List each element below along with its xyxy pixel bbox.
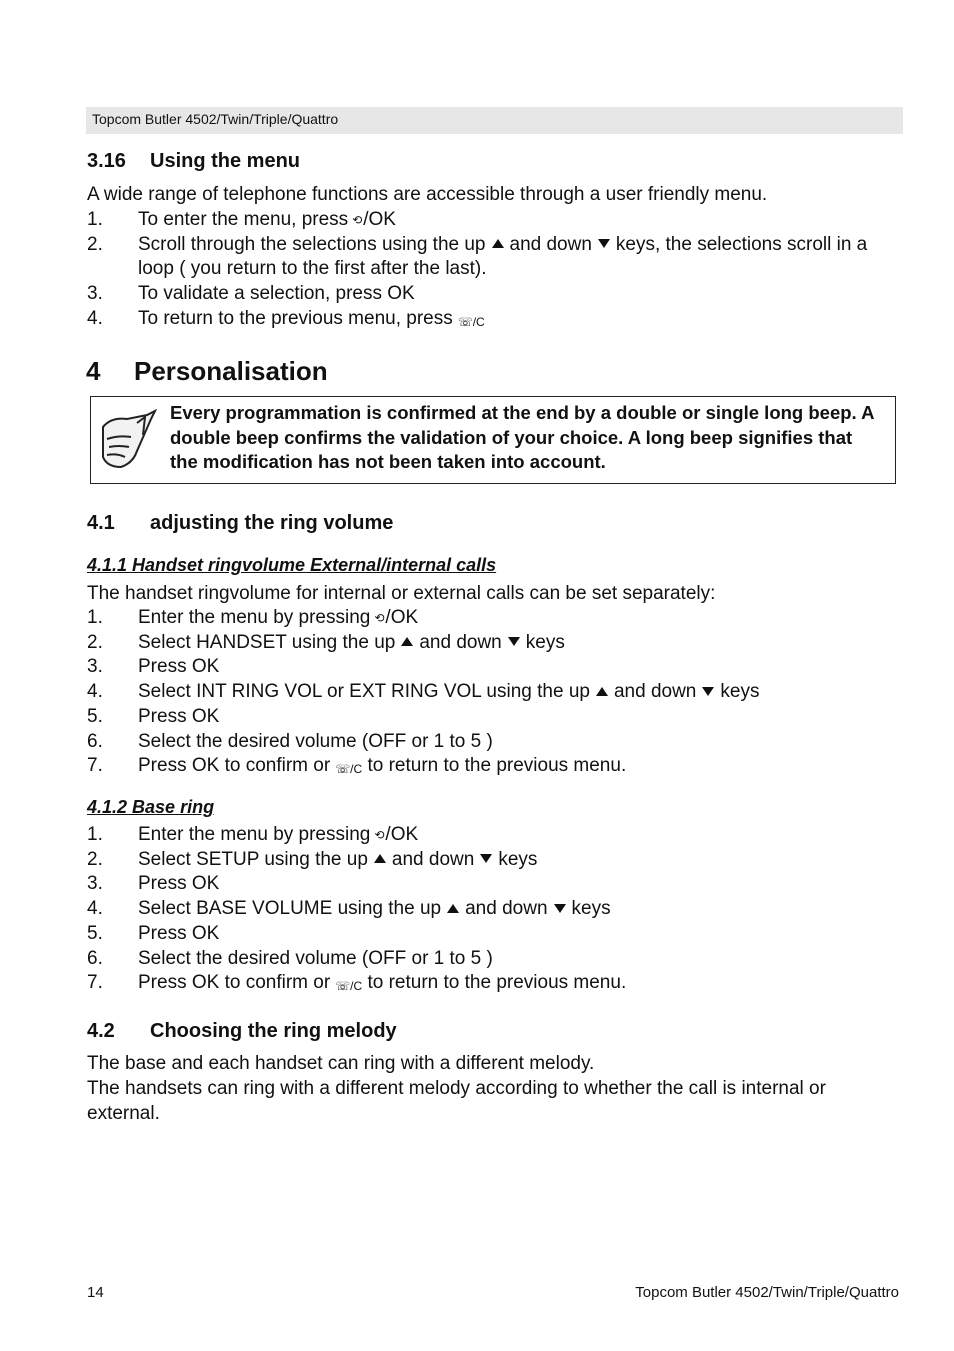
- page-number: 14: [87, 1284, 104, 1301]
- list-item: 2. Select SETUP using the up and down keys: [87, 848, 538, 870]
- subsection-heading-4-1-1: 4.1.1 Handset ringvolume External/internal calls: [87, 555, 497, 575]
- chapter-heading: [86, 356, 328, 387]
- section-title: adjusting the ring volume: [150, 512, 394, 534]
- up-arrow-icon: [596, 687, 608, 696]
- footer-title: Topcom Butler 4502/Twin/Triple/Quattro: [635, 1284, 899, 1301]
- end-call-key-icon: ☏/C: [457, 314, 485, 329]
- note-text: Every programmation is confirmed at the end by a double or single long beep. A double beep confirms the validation of your choice. A long beep signifies that the modification has not been taken into account.: [170, 402, 874, 472]
- list-item: 4. Select INT RING VOL or EXT RING VOL using the up and down keys: [87, 681, 760, 703]
- section-number: 4.2: [87, 1020, 115, 1042]
- section-title: Choosing the ring melody: [150, 1020, 397, 1042]
- list-item: 3. Press OK: [87, 656, 220, 678]
- down-arrow-icon: [598, 239, 610, 248]
- chapter-number: 4: [86, 356, 101, 386]
- list-item: 2. Scroll through the selections using the up and down keys, the selections scroll in a loop ( you return to the first after the last).: [87, 233, 868, 280]
- section-heading-3-16: [87, 150, 300, 173]
- menu-key-icon: ⟲: [374, 828, 385, 842]
- list-item: 4. Select BASE VOLUME using the up and down keys: [87, 898, 611, 920]
- list-item: 1. Enter the menu by pressing ⟲/OK: [87, 823, 907, 848]
- list-item: 2. Select HANDSET using the up and down keys: [87, 631, 565, 653]
- end-call-key-icon: ☏/C: [335, 979, 363, 994]
- menu-steps-list: [87, 208, 907, 335]
- list-item: 7. Press OK to confirm or ☏/C to return to the previous menu.: [87, 754, 907, 782]
- list-item: 3. To validate a selection, press OK: [87, 283, 415, 305]
- header-title: Topcom Butler 4502/Twin/Triple/Quattro: [92, 111, 339, 127]
- up-arrow-icon: [447, 904, 459, 913]
- down-arrow-icon: [480, 854, 492, 863]
- chapter-title: Personalisation: [134, 356, 328, 386]
- list-item: 7. Press OK to confirm or ☏/C to return to the previous menu.: [87, 971, 907, 999]
- base-ring-steps-list: [87, 823, 907, 999]
- up-arrow-icon: [492, 239, 504, 248]
- menu-key-icon: ⟲: [352, 213, 363, 227]
- handset-volume-steps-list: [87, 606, 907, 782]
- list-item: 6. Select the desired volume (OFF or 1 to 5 ): [87, 947, 493, 969]
- section-number: 4.1: [87, 512, 115, 534]
- list-item: 1. Enter the menu by pressing ⟲/OK: [87, 606, 907, 631]
- section-heading-4-2: [87, 1020, 397, 1043]
- menu-key-icon: ⟲: [374, 611, 385, 625]
- note-box: [90, 396, 896, 484]
- subsection-intro: The handset ringvolume for internal or external calls can be set separately:: [87, 583, 716, 604]
- section-number: 3.16: [87, 150, 126, 172]
- list-item: 6. Select the desired volume (OFF or 1 to 5 ): [87, 730, 493, 752]
- section-title: Using the menu: [150, 150, 301, 172]
- section-heading-4-1: [87, 512, 393, 535]
- up-arrow-icon: [401, 637, 413, 646]
- down-arrow-icon: [702, 687, 714, 696]
- subsection-heading-4-1-2: 4.1.2 Base ring: [87, 797, 215, 817]
- up-arrow-icon: [374, 854, 386, 863]
- note-hand-icon: [97, 405, 157, 473]
- end-call-key-icon: ☏/C: [335, 762, 363, 777]
- down-arrow-icon: [508, 637, 520, 646]
- running-header: [86, 107, 903, 134]
- list-item: 3. Press OK: [87, 873, 220, 895]
- list-item: 5. Press OK: [87, 705, 220, 727]
- down-arrow-icon: [554, 904, 566, 913]
- list-item: 5. Press OK: [87, 922, 220, 944]
- melody-paragraph-1: The base and each handset can ring with a different melody.: [87, 1053, 595, 1074]
- melody-paragraph-2: The handsets can ring with a different melody according to whether the call is internal or external.: [87, 1078, 826, 1124]
- section-intro: A wide range of telephone functions are accessible through a user friendly menu.: [87, 184, 768, 205]
- list-item: 4. To return to the previous menu, press ☏/C: [87, 307, 907, 335]
- list-item: 1. To enter the menu, press ⟲/OK: [87, 208, 907, 233]
